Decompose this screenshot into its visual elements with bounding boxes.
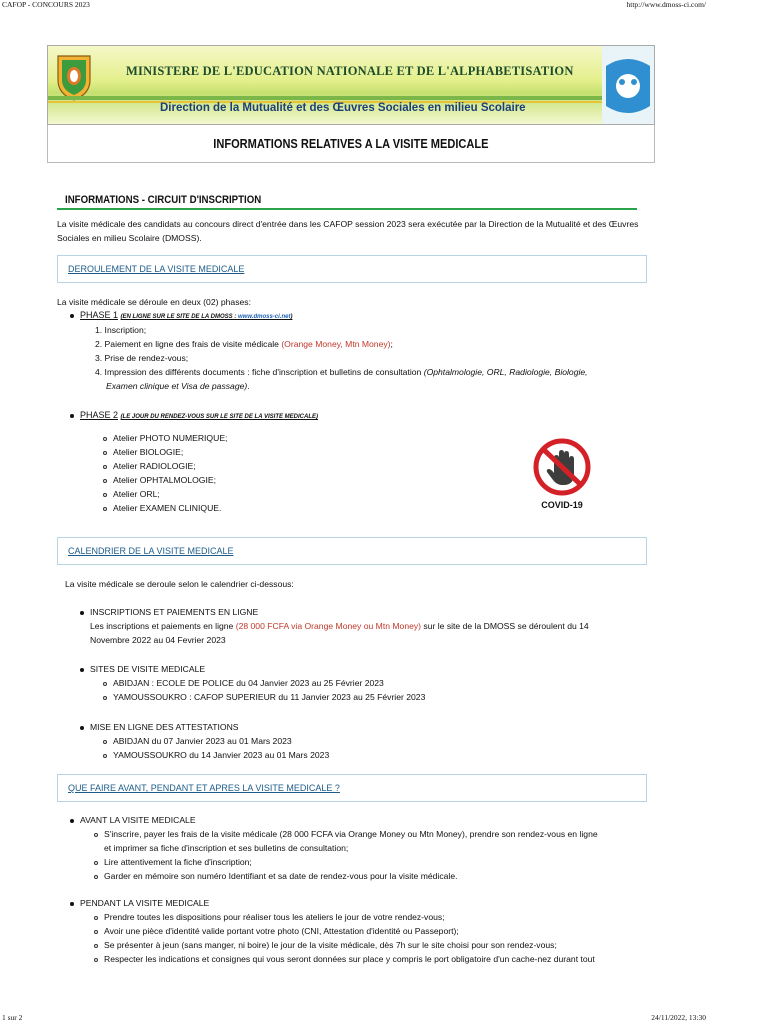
circle-bullet-icon [103, 479, 107, 483]
pendant-title: PENDANT LA VISITE MEDICALE [70, 896, 209, 910]
avant-item: Lire attentivement la fiche d'inscription; [94, 855, 252, 869]
bullet-icon [70, 819, 74, 823]
cal-sites-title: SITES DE VISITE MEDICALE [80, 662, 205, 676]
circle-bullet-icon [94, 944, 98, 948]
ministry-name: MINISTERE DE L'EDUCATION NATIONALE ET DE L'ALPHABETISATION [126, 64, 574, 78]
circle-bullet-icon [103, 696, 107, 700]
covid-stop-badge [530, 436, 594, 512]
coat-of-arms-icon [52, 50, 96, 102]
cal-site-item: ABIDJAN : ECOLE DE POLICE du 04 Janvier 2023 au 25 Février 2023 [103, 676, 384, 690]
bullet-icon [80, 668, 84, 672]
cal-attestations-title: MISE EN LIGNE DES ATTESTATIONS [80, 720, 239, 734]
circle-bullet-icon [103, 682, 107, 686]
direction-name: Direction de la Mutualité et des Œuvres Sociales en milieu Scolaire [160, 102, 526, 114]
stop-hand-icon [530, 436, 594, 498]
avant-item: Garder en mémoire son numéro Identifiant et sa date de rendez-vous pour la visite médicale. [94, 869, 458, 883]
circle-bullet-icon [94, 833, 98, 837]
bullet-icon [80, 611, 84, 615]
circle-bullet-icon [94, 958, 98, 962]
atelier-item: Atelier RADIOLOGIE; [103, 459, 196, 473]
phase-1-note: (EN LIGNE SUR LE SITE DE LA DMOSS : www.dmoss-ci.net) [120, 314, 293, 320]
payment-methods: (Orange Money, Mtn Money) [281, 339, 391, 349]
phases-intro: La visite médicale se déroule en deux (02) phases: [57, 297, 251, 307]
circle-bullet-icon [103, 740, 107, 744]
bullet-icon [70, 414, 74, 418]
circle-bullet-icon [94, 875, 98, 879]
section-divider [57, 208, 637, 210]
banner-green-stripe [48, 96, 654, 100]
phase-1-step-4-cont: Examen clinique et Visa de passage). [106, 381, 250, 391]
phase-1-step-4: 4. Impression des différents documents : fiche d'inscription et bulletins de consultation (Ophtalmologie, ORL, Radiologie, Biologie, [95, 367, 588, 377]
avant-item: S'inscrire, payer les frais de la visite médicale (28 000 FCFA via Orange Money ou Mtn Money), prendre son rendez-vous en ligne [94, 827, 598, 841]
circle-bullet-icon [103, 451, 107, 455]
pendant-item: Avoir une pièce d'identité valide portant votre photo (CNI, Attestation d'identité ou Passeport); [94, 924, 459, 938]
calendrier-box [57, 537, 647, 565]
circle-bullet-icon [103, 507, 107, 511]
calendar-intro: La visite médicale se deroule selon le calendrier ci-dessous: [65, 579, 294, 589]
cal-inscriptions-title: INSCRIPTIONS ET PAIEMENTS EN LIGNE [80, 605, 258, 619]
phase-2 [70, 410, 318, 420]
bullet-icon [70, 902, 74, 906]
pendant-item: Se présenter à jeun (sans manger, ni boire) le jour de la visite médicale, dès 7h sur le site choisi pour son rendez-vous; [94, 938, 557, 952]
cal-attestation-item: YAMOUSSOUKRO du 14 Janvier 2023 au 01 Mars 2023 [103, 748, 329, 762]
circle-bullet-icon [103, 754, 107, 758]
pendant-item: Prendre toutes les dispositions pour réaliser tous les ateliers le jour de votre rendez-vous; [94, 910, 445, 924]
cal-inscriptions-text: Les inscriptions et paiements en ligne (28 000 FCFA via Orange Money ou Mtn Money) sur le site de la DMOSS se déroulent du 14 [90, 621, 589, 631]
atelier-item: Atelier BIOLOGIE; [103, 445, 183, 459]
print-header [0, 0, 768, 10]
pendant-item: Respecter les indications et consignes qui vous seront données sur place y compris le port obligatoire d'un cache-nez durant tout [94, 952, 595, 966]
phase-1-name: PHASE 1 [80, 310, 119, 320]
cal-inscriptions-dates: Novembre 2022 au 04 Fevrier 2023 [90, 635, 226, 645]
atelier-item: Atelier EXAMEN CLINIQUE. [103, 501, 221, 515]
bullet-icon [70, 314, 74, 318]
bullet-icon [80, 726, 84, 730]
price-text: (28 000 FCFA via Orange Money ou Mtn Money) [235, 621, 422, 631]
phase-1 [70, 310, 292, 320]
circle-bullet-icon [103, 493, 107, 497]
print-footer [0, 1014, 768, 1024]
page-title: INFORMATIONS RELATIVES A LA VISITE MEDICALE [47, 125, 655, 163]
que-faire-link[interactable]: QUE FAIRE AVANT, PENDANT ET APRES LA VISITE MEDICALE ? [68, 783, 340, 793]
phase-2-note: (LE JOUR DU RENDEZ-VOUS SUR LE SITE DE LA VISITE MEDICALE) [120, 414, 319, 420]
ministry-banner [47, 45, 655, 125]
avant-item-cont: et imprimer sa fiche d'inscription et ses bulletins de consultation; [104, 843, 349, 853]
deroulement-box [57, 255, 647, 283]
intro-paragraph: La visite médicale des candidats au concours direct d'entrée dans les CAFOP session 2023 sera exécutée par la Direction de la Mutualité et des Œuvres Sociales en milieu Scolaire (DMOSS). [57, 219, 639, 243]
cal-attestation-item: ABIDJAN du 07 Janvier 2023 au 01 Mars 2023 [103, 734, 292, 748]
covid-label: COVID-19 [541, 500, 583, 510]
section-heading: INFORMATIONS - CIRCUIT D'INSCRIPTION [65, 194, 262, 206]
circle-bullet-icon [103, 465, 107, 469]
circle-bullet-icon [103, 437, 107, 441]
phase-1-step-1: 1. Inscription; [95, 325, 147, 335]
cal-site-item: YAMOUSSOUKRO : CAFOP SUPERIEUR du 11 Janvier 2023 au 25 Février 2023 [103, 690, 425, 704]
dmoss-logo-icon [602, 46, 654, 125]
print-header-title: CAFOP - CONCOURS 2023 [2, 0, 90, 9]
calendrier-link[interactable]: CALENDRIER DE LA VISITE MEDICALE [68, 546, 234, 556]
atelier-item: Atelier ORL; [103, 487, 160, 501]
avant-title: AVANT LA VISITE MEDICALE [70, 813, 196, 827]
circle-bullet-icon [94, 916, 98, 920]
circle-bullet-icon [94, 930, 98, 934]
deroulement-link[interactable]: DEROULEMENT DE LA VISITE MEDICALE [68, 264, 245, 274]
page-number: 1 sur 2 [2, 1013, 23, 1022]
dmoss-site-link[interactable]: www.dmoss-ci.net [238, 314, 291, 320]
atelier-item: Atelier OPHTALMOLOGIE; [103, 473, 216, 487]
circle-bullet-icon [94, 861, 98, 865]
atelier-item: Atelier PHOTO NUMERIQUE; [103, 431, 227, 445]
print-timestamp: 24/11/2022, 13:30 [651, 1013, 706, 1022]
print-header-url[interactable]: http://www.dmoss-ci.com/ [626, 0, 706, 9]
phase-1-step-3: 3. Prise de rendez-vous; [95, 353, 189, 363]
que-faire-box [57, 774, 647, 802]
phase-2-name: PHASE 2 [80, 410, 119, 420]
phase-1-step-2: 2. Paiement en ligne des frais de visite médicale (Orange Money, Mtn Money); [95, 339, 393, 349]
